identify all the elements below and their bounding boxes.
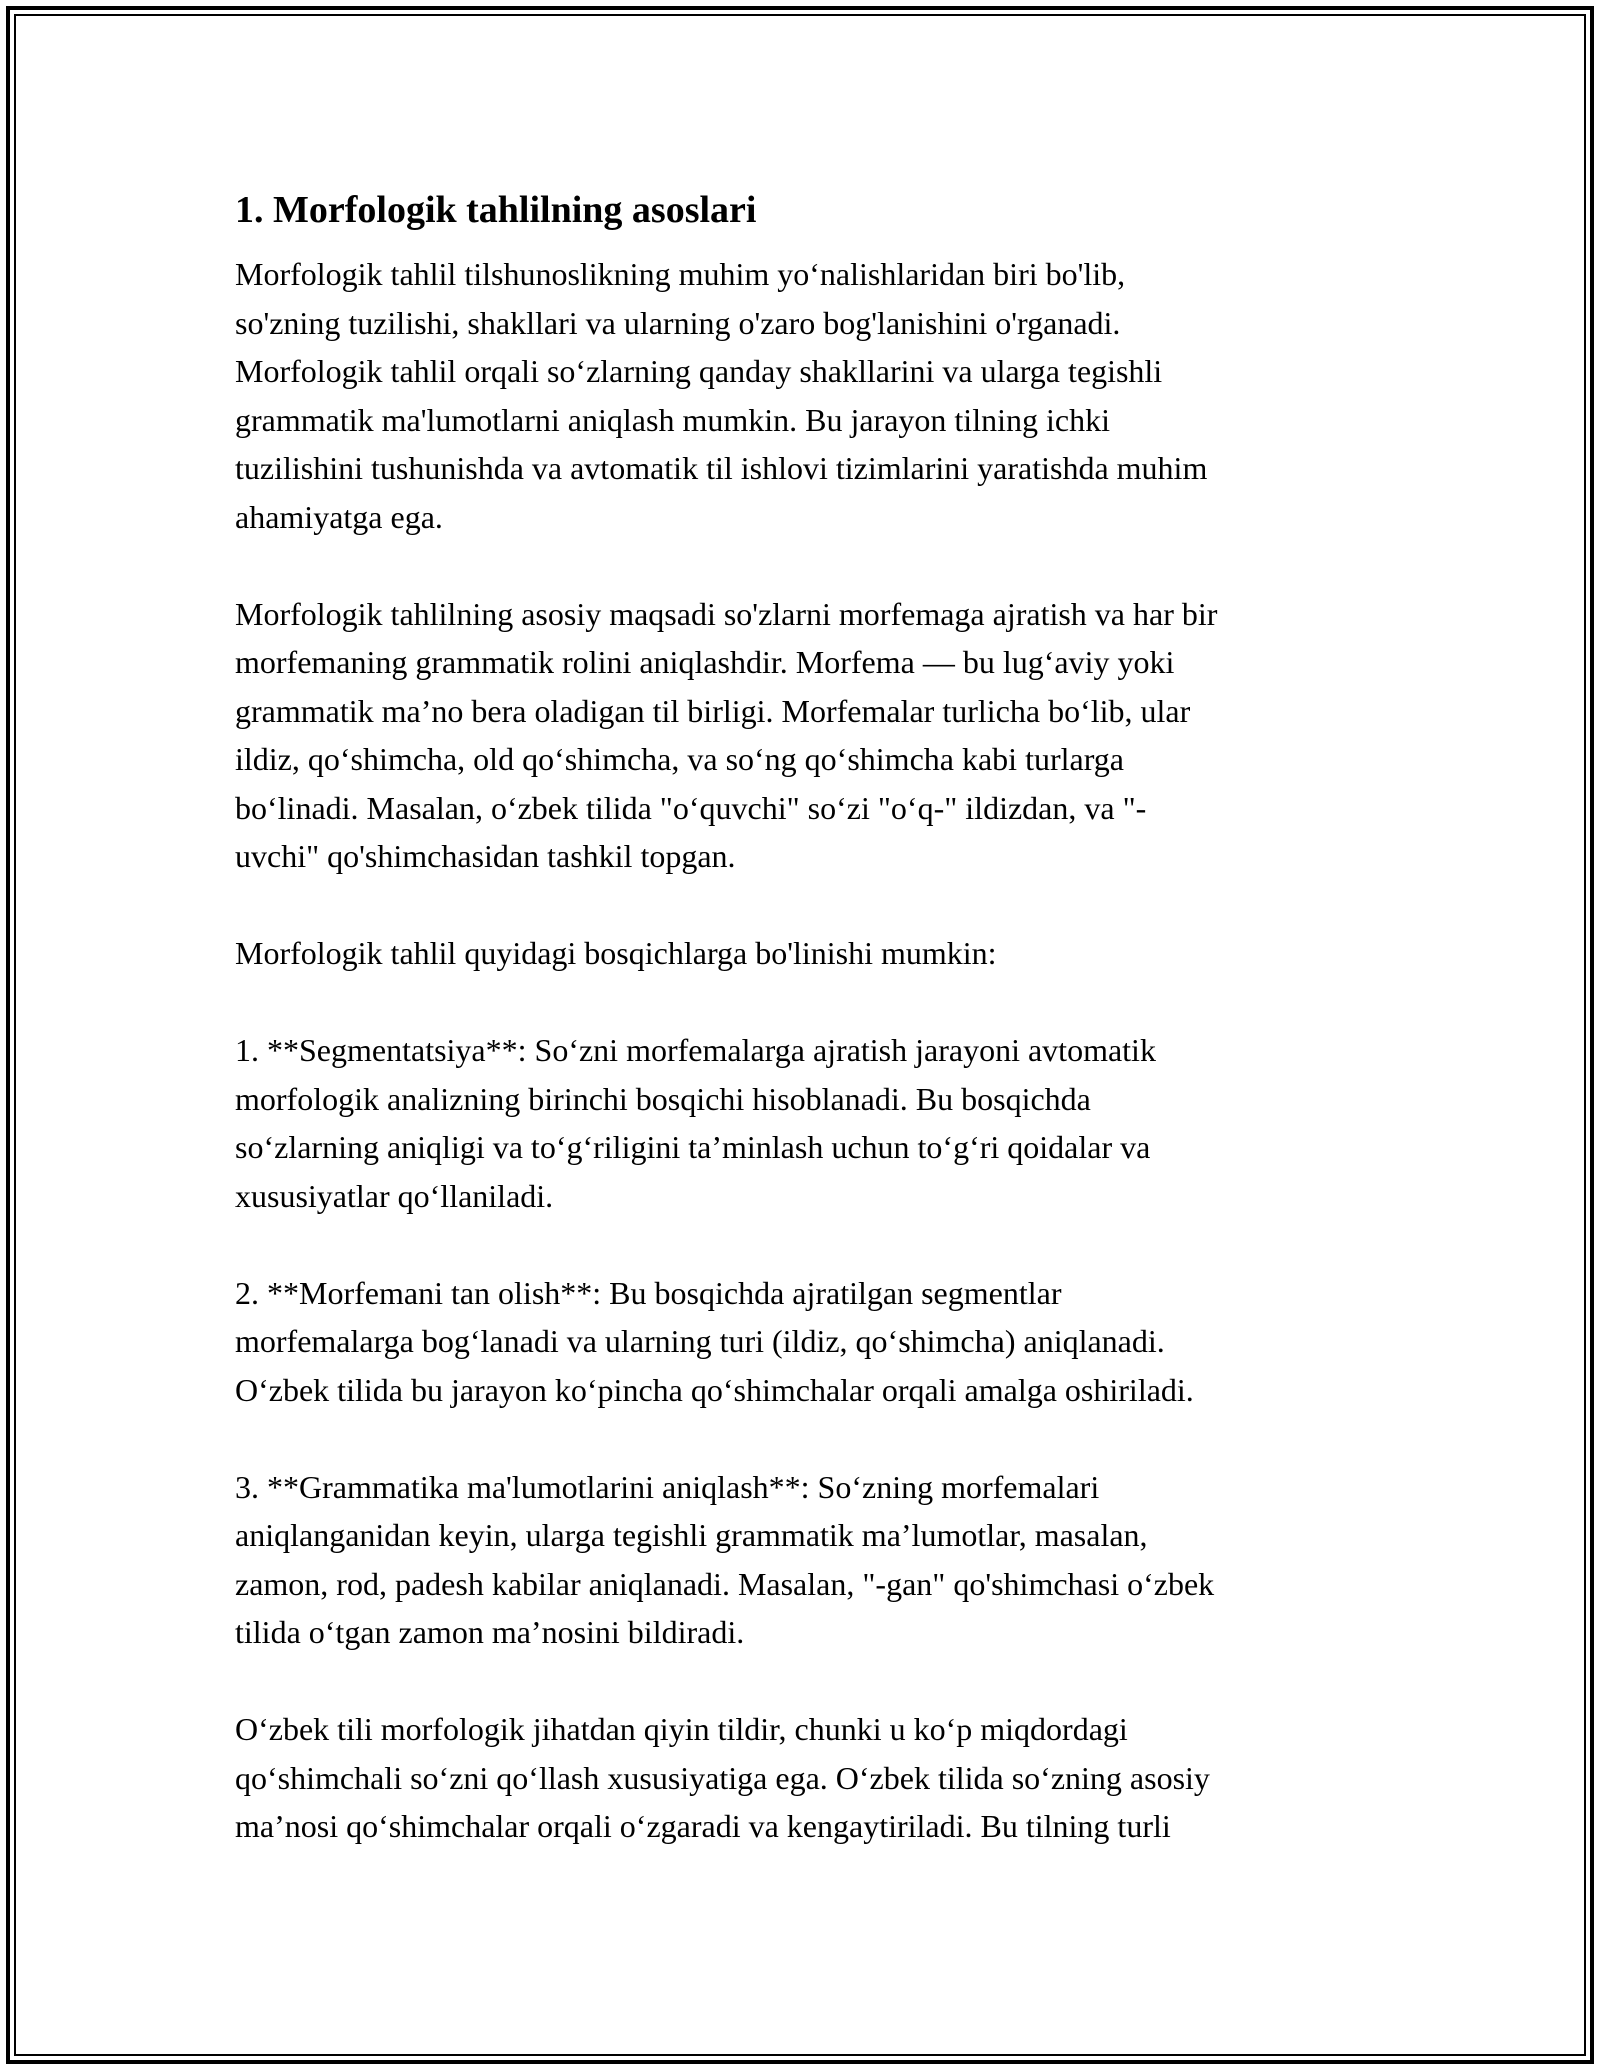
paragraph-purpose: Morfologik tahlilning asosiy maqsadi so'zlarni morfemaga ajratish va har bir morfemaning grammatik rolini aniqlashdir. Morfema — bu lug‘aviy yoki grammatik ma’no bera oladigan til birligi. Morfemalar turlicha bo‘lib, ular ildiz, qo‘shimcha, old qo‘shimcha, va so‘ng qo‘shimcha kabi turlarga bo‘linadi. Masalan, o‘zbek tilida "o‘quvchi" so‘zi "o‘q-" ildizdan, va "- uvchi" qo'shimchasidan tashkil topgan. [235, 595, 1218, 874]
section-heading: 1. Morfologik tahlilning asoslari [235, 189, 757, 231]
list-item-segmentation: 1. **Segmentatsiya**: So‘zni morfemalarga ajratish jarayoni avtomatik morfologik analizning birinchi bosqichi hisoblanadi. Bu bosqichda so‘zlarning aniqligi va to‘g‘riligini ta’minlash uchun to‘g‘ri qoidalar va xususiyatlar qo‘llaniladi. [235, 1032, 1156, 1214]
paragraph-uzbek-complexity: O‘zbek tili morfologik jihatdan qiyin tildir, chunki u ko‘p miqdordagi qo‘shimchali so‘zni qo‘llash xususiyatiga ega. O‘zbek tilida so‘zning asosiy ma’nosi qo‘shimchalar orqali o‘zgaradi va kengaytiriladi. Bu tilning turli [235, 1711, 1210, 1844]
document-body [235, 186, 1375, 1851]
list-item-morpheme-recognition: 2. **Morfemani tan olish**: Bu bosqichda ajratilgan segmentlar morfemalarga bog‘lanadi va ularning turi (ildiz, qo‘shimcha) aniqlanadi. O‘zbek tilida bu jarayon ko‘pincha qo‘shimchalar orqali amalga oshiriladi. [235, 1274, 1194, 1408]
list-item-grammar-info: 3. **Grammatika ma'lumotlarini aniqlash**: So‘zning morfemalari aniqlanganidan keyin, ularga tegishli grammatik ma’lumotlar, masalan, zamon, rod, padesh kabilar aniqlanadi. Masalan, "-gan" qo'shimchasi o‘zbek tilida o‘tgan zamon ma’nosini bildiradi. [235, 1468, 1215, 1650]
paragraph-stages-intro: Morfologik tahlil quyidagi bosqichlarga bo'linishi mumkin: [235, 935, 997, 971]
paragraph-intro: Morfologik tahlil tilshunoslikning muhim yo‘nalishlaridan biri bo'lib, so'zning tuzilishi, shakllari va ularning o'zaro bog'lanishini o'rganadi. Morfologik tahlil orqali so‘zlarning qanday shakllarini va ularga tegishli grammatik ma'lumotlarni aniqlash mumkin. Bu jarayon tilning ichki tuzilishini tushunishda va avtomatik til ishlovi tizimlarini yaratishda muhim ahamiyatga ega. [235, 256, 1208, 535]
